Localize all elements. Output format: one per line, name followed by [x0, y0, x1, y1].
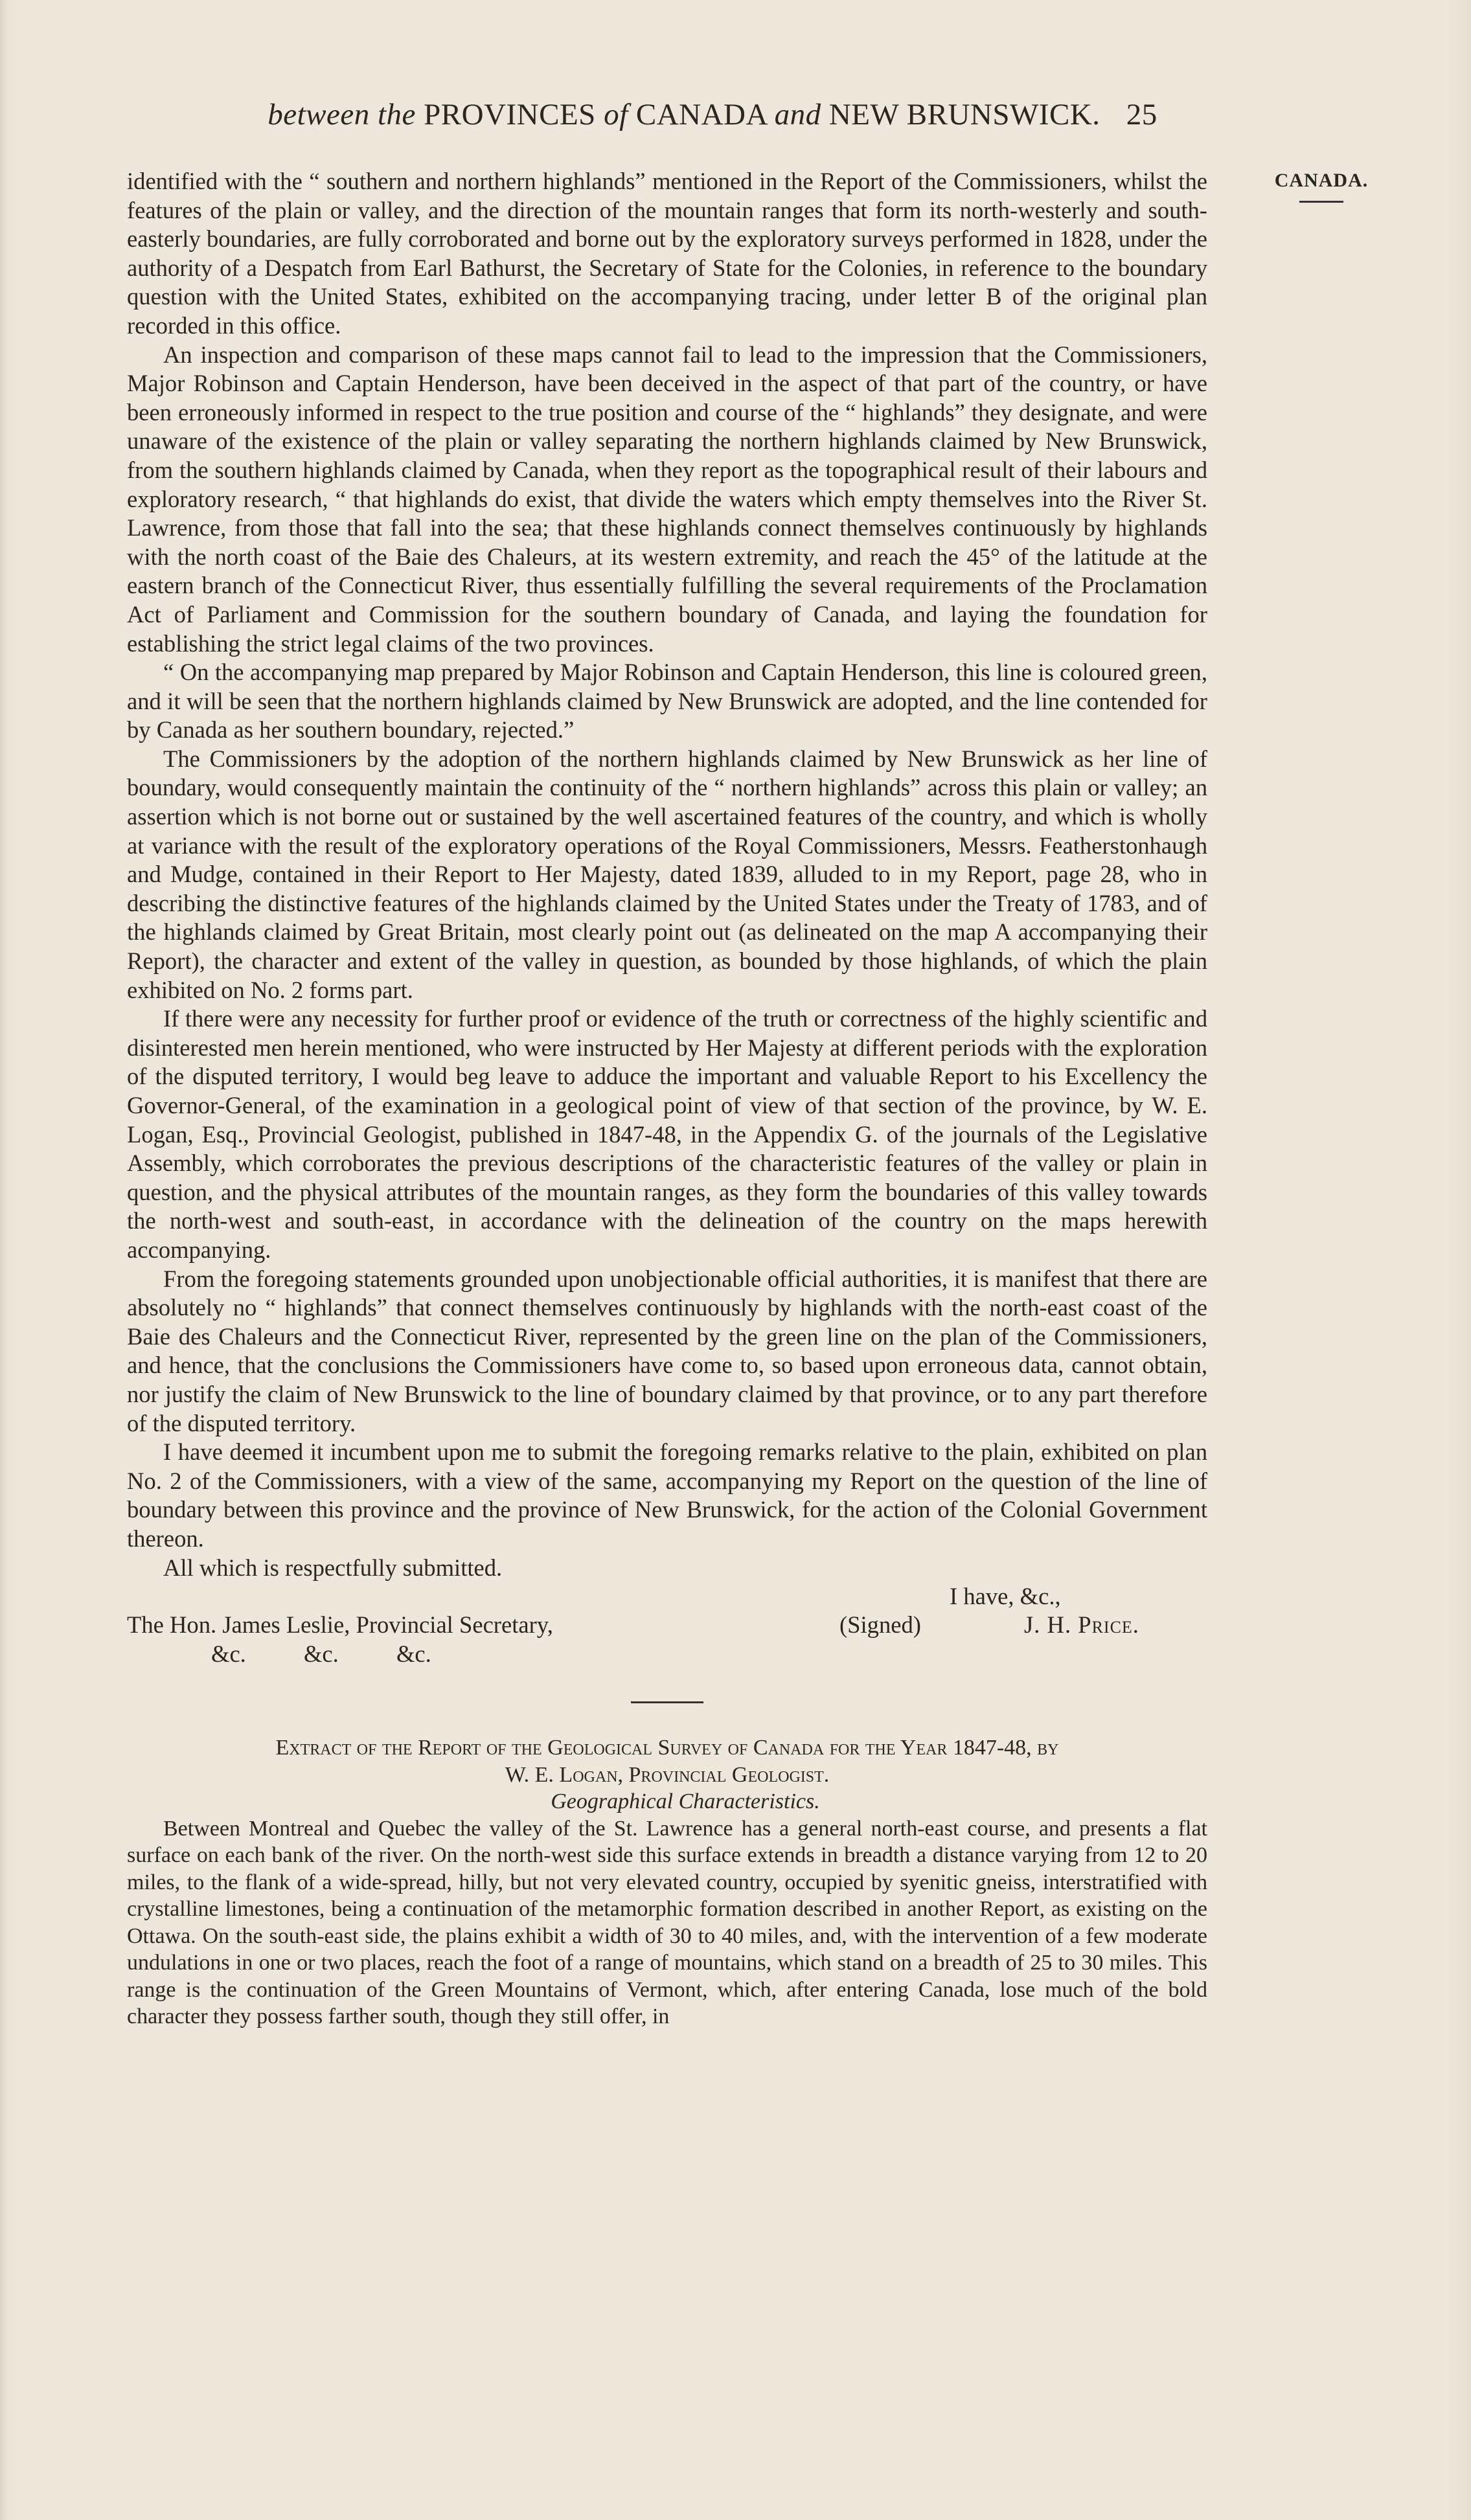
header-word-canada: CANADA — [635, 98, 767, 131]
header-word-provinces: PROVINCES — [424, 98, 596, 131]
page-number: 25 — [1126, 98, 1157, 131]
margin-note-text: CANADA. — [1274, 170, 1369, 191]
paragraph-2: An inspection and comparison of these maps cannot fail to lead to the impression that the Commissioners, Major Robinson and Captain Henderson, have been deceived in the aspect of that part of the country, or have been erroneously informed in respect to the true position and course of the “ highlands” they designate, and were unaware of the existence of the plain or valley separating the northern highlands claimed by New Brunswick, from the southern highlands claimed by Canada, when they report as the topographical result of their labours and exploratory research, “ that highlands do exist, that divide the waters which empty themselves into the River St. Lawrence, from those that fall into the sea; that these highlands connect themselves continuously by highlands with the north coast of the Baie des Chaleurs, at its western extremity, and reach the 45° of the latitude at the eastern branch of the Connecticut River, thus essentially fulfilling the several requirements of the Proclamation Act of Parliament and Commission for the southern boundary of Canada, and laying the foundation for establishing the strict legal claims of the two provinces. — [127, 341, 1207, 657]
paragraph-3: “ On the accompanying map prepared by Major Robinson and Captain Henderson, this line is coloured green, and it will be seen that the northern highlands claimed by New Brunswick are adopted, and the line contended for by Canada as her southern boundary, rejected.” — [127, 659, 1207, 744]
paragraph-4: The Commissioners by the adoption of the northern highlands claimed by New Brunswick as her line of boundary, would consequently maintain the continuity of the “ northern highlands” across this plain or valley; an assertion which is not borne out or sustained by the well ascertained features of the country, and which is wholly at variance with the result of the exploratory operations of the Royal Commissioners, Messrs. Featherstonhaugh and Mudge, contained in their Report to Her Majesty, dated 1839, alluded to in my Report, page 28, who in describing the distinctive features of the highlands claimed by the United States under the Treaty of 1783, and of the highlands claimed by Great Britain, most clearly point out (as delineated on the map A accompanying their Report), the character and extent of the valley in question, as bounded by those highlands, of which the plain exhibited on No. 2 forms part. — [127, 745, 1207, 1003]
header-word-new-brunswick: NEW BRUNSWICK. — [828, 98, 1100, 131]
paragraph-5: If there were any necessity for further proof or evidence of the truth or correctness of the highly scientific and disinterested men herein mentioned, who were instructed by Her Majesty at different periods with the exploration of the disputed territory, I would beg leave to adduce the important and valuable Report to his Excellency the Governor-General, of the examination in a geological point of view of that section of the province, by W. E. Logan, Esq., Provincial Geologist, published in 1847-48, in the Appendix G. of the journals of the Legislative Assembly, which corroborates the previous descriptions of the characteristic features of the valley or plain in question, and the physical attributes of the mountain ranges, as they form the boundaries of this valley towards the north-west and south-east, in accordance with the delineation of the country on the maps herewith accompanying. — [127, 1005, 1207, 1263]
running-header — [188, 97, 1237, 132]
header-of: of — [604, 98, 628, 131]
paragraph-8: All which is respectfully submitted. — [163, 1554, 503, 1581]
extract-subheading: Geographical Characteristics. — [551, 1789, 820, 1814]
extract-section — [127, 1734, 1207, 2030]
body-text — [127, 167, 1207, 2030]
paragraph-6: From the foregoing statements grounded upon unobjectionable official authorities, it is manifest that there are absolutely no “ highlands” that connect themselves continuously by highlands with the north-east coast of the Baie des Chaleurs and the Connecticut River, represented by the green line on the plan of the Commissioners, and hence, that the conclusions the Commissioners have come to, so based upon erroneous data, cannot obtain, nor justify the claim of New Brunswick to the line of boundary claimed by that province, or to any part therefore of the disputed territory. — [127, 1265, 1207, 1436]
signature-signed: (Signed) — [839, 1611, 921, 1639]
extract-heading-line1: Extract of the Report of the Geological Survey of Canada for the Year 1847-48, by — [275, 1736, 1059, 1760]
paragraph-7: I have deemed it incumbent upon me to submit the foregoing remarks relative to the plain, exhibited on plan No. 2 of the Commissioners, with a view of the same, accompanying my Report on the question of the line of boundary between this province and the province of New Brunswick, for the action of the Colonial Government thereon. — [127, 1438, 1207, 1552]
signature-block — [127, 1582, 1207, 1672]
signature-etc: &c. &c. &c. — [211, 1640, 431, 1668]
signature-addressee: The Hon. James Leslie, Provincial Secretary, — [127, 1611, 553, 1639]
header-and: and — [774, 98, 821, 131]
paragraph-1: identified with the “ southern and northern highlands” mentioned in the Report of the Commissioners, whilst the features of the plain or valley, and the direction of the mountain ranges that form its north-westerly and south-easterly boundaries, are fully corroborated and borne out by the exploratory surveys performed in 1828, under the authority of a Despatch from Earl Bathurst, the Secretary of State for the Colonies, in reference to the boundary question with the United States, exhibited on the accompanying tracing, under letter B of the original plan recorded in this office. — [127, 168, 1207, 339]
section-divider — [631, 1701, 703, 1703]
signature-closing: I have, &c., — [950, 1583, 1061, 1610]
header-prefix: between the — [268, 98, 416, 131]
signature-name: J. H. Price. — [1024, 1611, 1139, 1639]
extract-paragraph: Between Montreal and Quebec the valley of the St. Lawrence has a general north-east course, and presents a flat surface on each bank of the river. On the north-west side this surface extends in breadth a distance varying from 12 to 20 miles, to the flank of a wide-spread, hilly, but not very elevated country, occupied by syenitic gneiss, interstratified with crystalline limestones, being a continuation of the metamorphic formation described in another Report, as existing on the Ottawa. On the south-east side, the plains exhibit a width of 30 to 40 miles, and, with the intervention of a few moderate undulations in one or two places, reach the foot of a range of mountains, which stand on a breadth of 25 to 30 miles. This range is the continuation of the Green Mountains of Vermont, which, after entering Canada, lose much of the bold character they possess farther south, though they still offer, in — [127, 1816, 1207, 2029]
extract-heading-line2: W. E. Logan, Provincial Geologist. — [505, 1762, 830, 1787]
margin-note — [1266, 170, 1376, 203]
margin-note-rule — [1299, 201, 1343, 203]
